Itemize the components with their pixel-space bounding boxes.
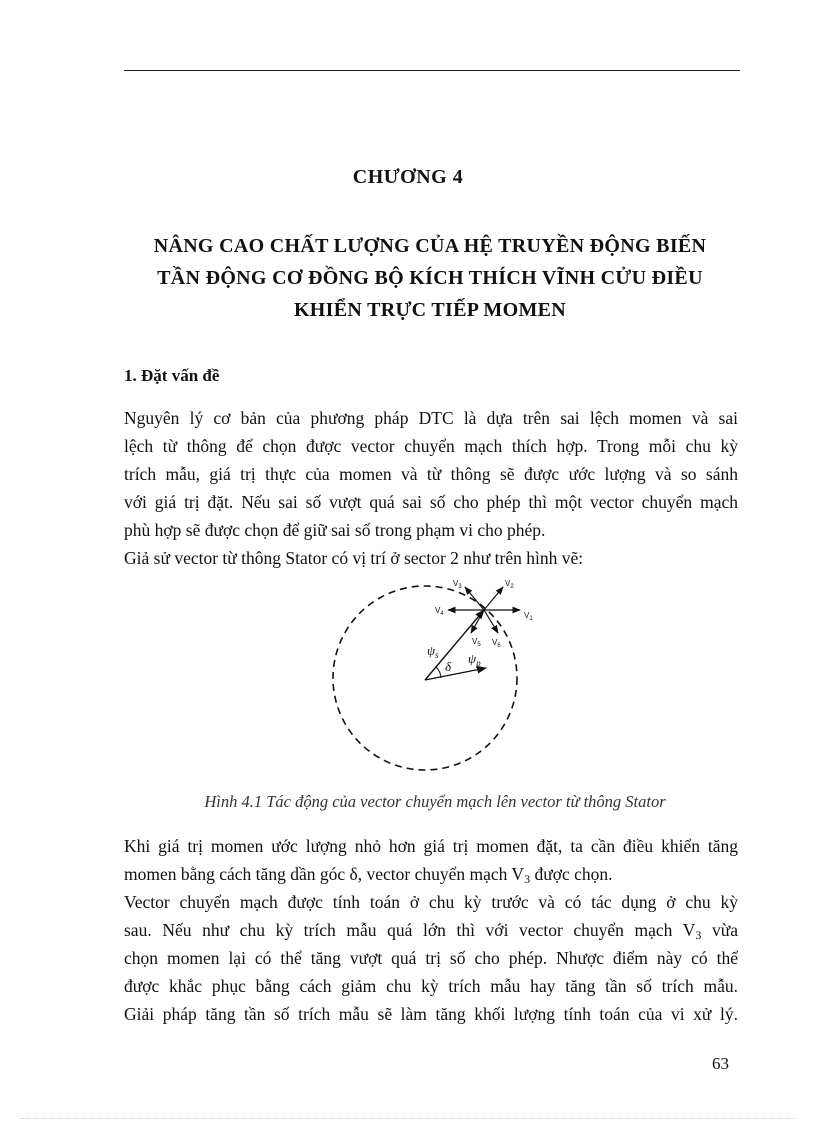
paragraph-2 bbox=[124, 544, 738, 572]
title-line: NÂNG CAO CHẤT LƯỢNG CỦA HỆ TRUYỀN ĐỘNG BIẾN bbox=[153, 235, 707, 257]
text-line: với giá trị đặt. Nếu sai số vượt quá sai số cho phép thì một vector chuyển mạch bbox=[124, 492, 738, 512]
v5-label: $V_5$ bbox=[472, 637, 481, 648]
title-line: KHIỂN TRỰC TIẾP MOMEN bbox=[293, 299, 567, 321]
page-number: 63 bbox=[712, 1054, 729, 1073]
text-line: momen bằng cách tăng dần góc δ, vector chuyển mạch $V_3$ được chọn. bbox=[124, 864, 613, 886]
v1-label: $V_1$ bbox=[524, 611, 533, 622]
paragraph-4 bbox=[124, 888, 738, 1028]
text-line: lệch từ thông để chọn được vector chuyển mạch thích hợp. Trong mỗi chu kỳ bbox=[124, 436, 738, 456]
text-line: Nguyên lý cơ bản của phương pháp DTC là dựa trên sai lệch momen và sai bbox=[124, 408, 738, 428]
page-bottom-border bbox=[20, 1118, 796, 1119]
paragraph-3 bbox=[124, 832, 738, 888]
v4-label: $V_4$ bbox=[435, 606, 444, 617]
text-line: Giải pháp tăng tần số trích mẫu sẽ làm tăng khối lượng tính toán của vi xử lý. bbox=[124, 1004, 738, 1024]
paragraph-1 bbox=[124, 404, 738, 544]
section-heading: 1. Đặt vấn đề bbox=[124, 366, 220, 385]
v3-vector bbox=[465, 587, 484, 610]
text-line: được khắc phục bằng cách giảm chu kỳ trích mẫu hay tăng tần số trích mẫu. bbox=[124, 976, 738, 996]
psi-s-label: $\psi_s$ bbox=[427, 643, 439, 660]
v2-vector bbox=[484, 587, 503, 610]
v2-label: $V_2$ bbox=[505, 579, 514, 590]
text-line: sau. Nếu như chu kỳ trích mẫu quá lớn thì với vector chuyển mạch $V_3$ vừa bbox=[124, 920, 738, 942]
text-line: Khi giá trị momen ước lượng nhỏ hơn giá trị momen đặt, ta cần điều khiển tăng bbox=[124, 836, 738, 856]
chapter-label: CHƯƠNG 4 bbox=[352, 166, 464, 188]
psi-p-label: $\psi_p$ bbox=[468, 651, 481, 668]
delta-label: δ bbox=[445, 659, 452, 674]
header-rule bbox=[124, 70, 740, 71]
text-line: trích mẫu, giá trị thực của momen và từ thông sẽ được ước lượng và so sánh bbox=[124, 464, 738, 484]
v6-label: $V_6$ bbox=[492, 638, 501, 649]
text-line: chọn momen lại có thể tăng vượt quá trị số cho phép. Nhược điểm này có thể bbox=[124, 948, 738, 968]
text-line: phù hợp sẽ được chọn để giữ sai số trong phạm vi cho phép. bbox=[124, 520, 546, 540]
figure-caption: Hình 4.1 Tác động của vector chuyển mạch lên vector từ thông Stator bbox=[204, 792, 666, 811]
vector-diagram-figure bbox=[320, 575, 540, 775]
v3-label: $V_3$ bbox=[453, 579, 462, 590]
text-line: Vector chuyển mạch được tính toán ở chu kỳ trước và có tác dụng ở chu kỳ bbox=[124, 892, 738, 912]
title-line: TẦN ĐỘNG CƠ ĐỒNG BỘ KÍCH THÍCH VĨNH CỬU ĐIỀU bbox=[157, 267, 703, 289]
v5-vector bbox=[471, 610, 484, 633]
chapter-title bbox=[110, 230, 750, 326]
text-line: Giả sử vector từ thông Stator có vị trí ở sector 2 như trên hình vẽ: bbox=[124, 548, 584, 568]
flux-circle bbox=[333, 586, 517, 770]
